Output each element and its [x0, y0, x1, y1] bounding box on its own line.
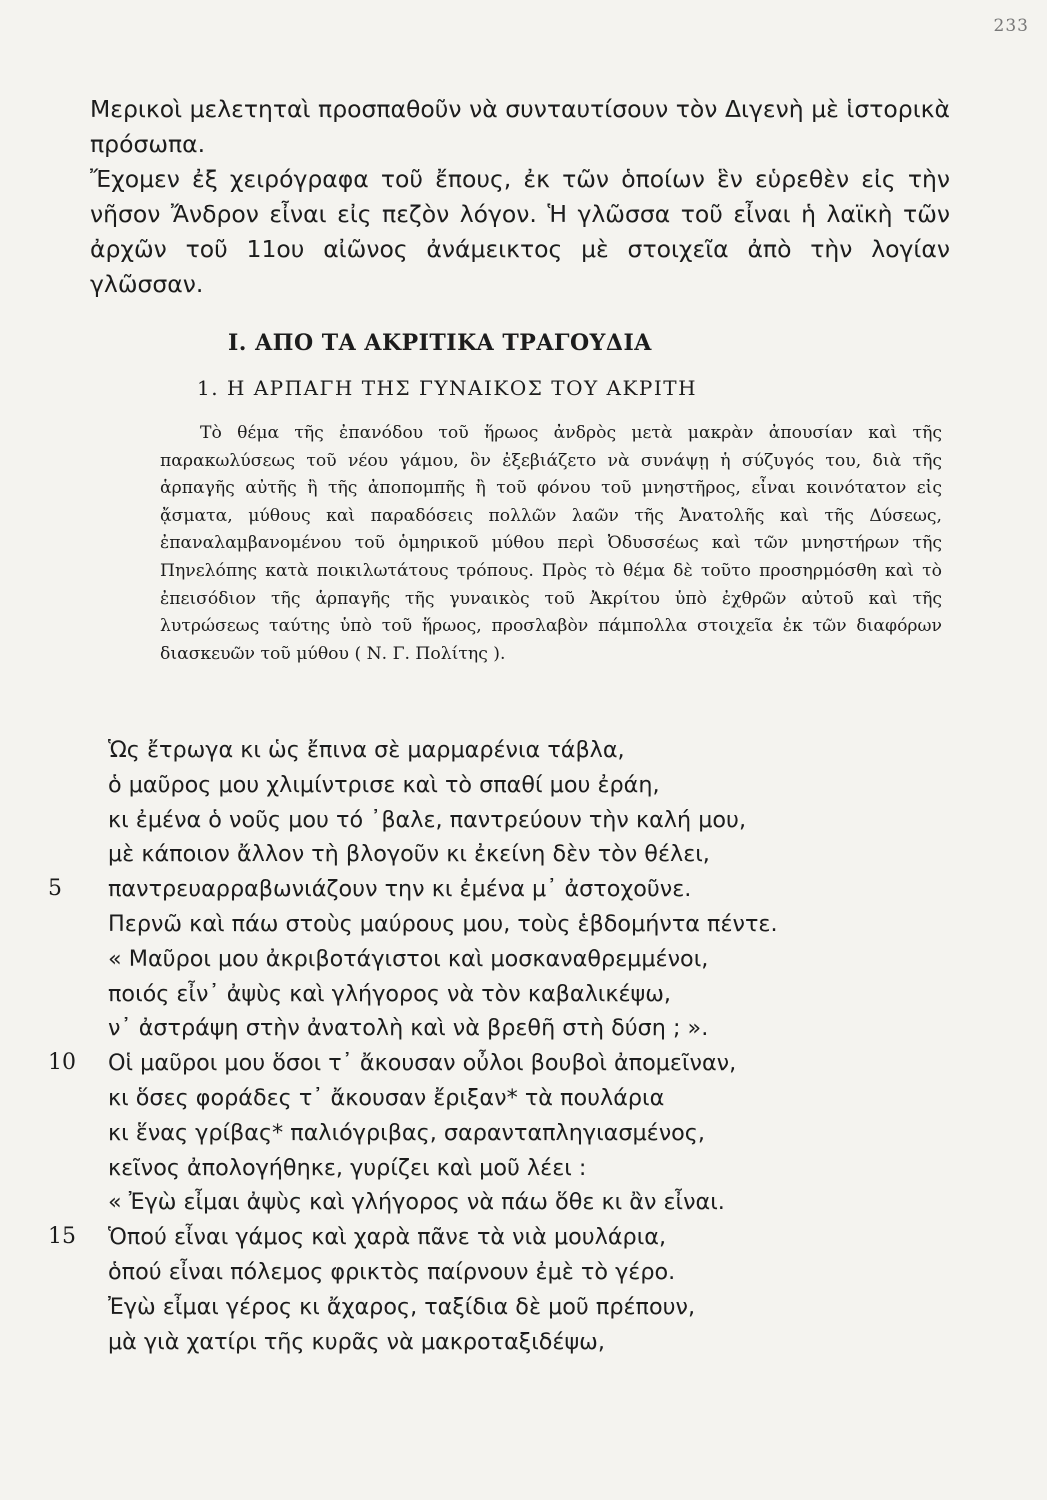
- poem-line: [0, 907, 1047, 942]
- song-title: 1. Η ΑΡΠΑΓΗ ΤΗΣ ΓΥΝΑΙΚΟΣ ΤΟΥ ΑΚΡΙΤΗ: [197, 376, 698, 400]
- verse-text: κι ἐμένα ὁ νοῦς μου τό ᾽βαλε, παντρεύουν τὴν καλή μου,: [108, 806, 747, 833]
- intro-paragraph: Μερικοὶ μελετηταὶ προσπαθοῦν νὰ συνταυτίσουν τὸν Διγενὴ μὲ ἱστορικὰ πρόσωπα.: [90, 95, 950, 158]
- verse-text: Οἱ μαῦροι μου ὅσοι τ᾽ ἄκουσαν οὖλοι βουβοὶ ἀπομεῖναν,: [108, 1050, 737, 1077]
- verse-text: Περνῶ καὶ πάω στοὺς μαύρους μου, τοὺς ἑβδομήντα πέντε.: [108, 910, 778, 937]
- verse-text: Ὁπού εἶναι γάμος καὶ χαρὰ πᾶνε τὰ νιὰ μουλάρια,: [108, 1224, 667, 1251]
- line-number: 10: [48, 1050, 76, 1076]
- intro-paragraph: Ἔχομεν ἐξ χειρόγραφα τοῦ ἔπους, ἐκ τῶν ὁποίων ἓν εὑρεθὲν εἰς τὴν νῆσον Ἄνδρον εἶναι εἰς πεζὸν λόγον. Ἡ γλῶσσα τοῦ εἶναι ἡ λαϊκὴ τῶν ἀρχῶν τοῦ 11ου αἰῶνος ἀνάμεικτος μὲ στοιχεῖα ἀπὸ τὴν λογίαν γλῶσσαν.: [90, 165, 950, 298]
- poem-line: [0, 1011, 1047, 1046]
- poem-line: [0, 1290, 1047, 1325]
- verse-text: κι ἕνας γρίβας* παλιόγριβας, σαρανταπληγιασμένος,: [108, 1119, 705, 1146]
- verse-text: μὲ κάποιον ἄλλον τὴ βλογοῦν κι ἐκείνη δὲν τὸν θέλει,: [108, 841, 710, 868]
- poem-line: [0, 1220, 1047, 1255]
- poem: [0, 733, 1047, 1359]
- verse-text: παντρευαρραβωνιάζουν την κι ἐμένα μ᾽ ἀστοχοῦνε.: [108, 876, 692, 903]
- poem-line: [0, 837, 1047, 872]
- verse-text: « Μαῦροι μου ἀκριβοτάγιστοι καὶ μοσκαναθρεμμένοι,: [108, 945, 709, 972]
- page-number: 233: [993, 16, 1029, 36]
- poem-line: [0, 1116, 1047, 1151]
- verse-text: « Ἐγὼ εἶμαι ἀψὺς καὶ γλήγορος νὰ πάω ὅθε κι ἂν εἶναι.: [108, 1189, 725, 1216]
- poem-line: [0, 733, 1047, 768]
- verse-text: ν᾽ ἀστράψη στὴν ἀνατολὴ καὶ νὰ βρεθῆ στὴ δύση ; ».: [108, 1015, 709, 1042]
- poem-line: [0, 1081, 1047, 1116]
- verse-text: Ἐγὼ εἶμαι γέρος κι ἄχαρος, ταξίδια δὲ μοῦ πρέπουν,: [108, 1293, 696, 1320]
- verse-text: Ὡς ἔτρωγα κι ὡς ἔπινα σὲ μαρμαρένια τάβλα,: [108, 737, 625, 763]
- verse-text: ὁ μαῦρος μου χλιμίντρισε καὶ τὸ σπαθί μου ἐράη,: [108, 771, 660, 798]
- poem-line: [0, 872, 1047, 907]
- verse-text: ὁπού εἶναι πόλεμος φρικτὸς παίρνουν ἐμὲ τὸ γέρο.: [108, 1258, 676, 1285]
- section-title: I. ΑΠΟ ΤΑ ΑΚΡΙΤΙΚΑ ΤΡΑΓΟΥΔΙΑ: [228, 330, 652, 356]
- verse-text: κεῖνος ἀπολογήθηκε, γυρίζει καὶ μοῦ λέει :: [108, 1154, 587, 1181]
- poem-line: [0, 1046, 1047, 1081]
- line-number: 5: [48, 876, 62, 902]
- poem-line: [0, 1151, 1047, 1186]
- poem-line: [0, 803, 1047, 838]
- poem-line: [0, 1325, 1047, 1360]
- poem-line: [0, 1255, 1047, 1290]
- poem-line: [0, 1185, 1047, 1220]
- verse-text: μὰ γιὰ χατίρι τῆς κυρᾶς νὰ μακροταξιδέψω,: [108, 1328, 605, 1355]
- poem-line: [0, 942, 1047, 977]
- editorial-note: Τὸ θέμα τῆς ἐπανόδου τοῦ ἥρωος ἀνδρὸς μετὰ μακρὰν ἀπουσίαν καὶ τῆς παρακωλύσεως τοῦ νέου γάμου, ὃν ἐξεβιάζετο νὰ συνάψῃ ἡ σύζυγός του, διὰ τῆς ἁρπαγῆς αὐτῆς ἢ τῆς ἀποπομπῆς ἢ τοῦ φόνου τοῦ μνηστῆρος, εἶναι κοινότατον εἰς ᾄσματα, μύθους καὶ παραδόσεις πολλῶν λαῶν τῆς Ἀνατολῆς καὶ τῆς Δύσεως, ἐπαναλαμβανομένου τοῦ ὁμηρικοῦ μύθου περὶ Ὀδυσσέως καὶ τῶν μνηστήρων τῆς Πηνελόπης κατὰ ποικιλωτάτους τρόπους. Πρὸς τὸ θέμα δὲ τοῦτο προσηρμόσθη καὶ τὸ ἐπεισόδιον τῆς ἁρπαγῆς τῆς γυναικὸς τοῦ Ἀκρίτου ὑπὸ ἐχθρῶν αὐτοῦ καὶ τῆς λυτρώσεως ταύτης ὑπὸ τοῦ ἥρωος, προσλαβὸν πάμπολλα στοιχεῖα ἐκ τῶν διαφόρων διασκευῶν τοῦ μύθου ( Ν. Γ. Πολίτης ).: [160, 423, 942, 664]
- line-number: 15: [48, 1224, 76, 1250]
- intro-text: [90, 92, 950, 302]
- poem-line: [0, 977, 1047, 1012]
- verse-text: ποιός εἶν᾽ ἀψὺς καὶ γλήγορος νὰ τὸν καβαλικέψω,: [108, 980, 672, 1007]
- poem-line: [0, 768, 1047, 803]
- verse-text: κι ὅσες φοράδες τ᾽ ἄκουσαν ἔριξαν* τὰ πουλάρια: [108, 1084, 665, 1111]
